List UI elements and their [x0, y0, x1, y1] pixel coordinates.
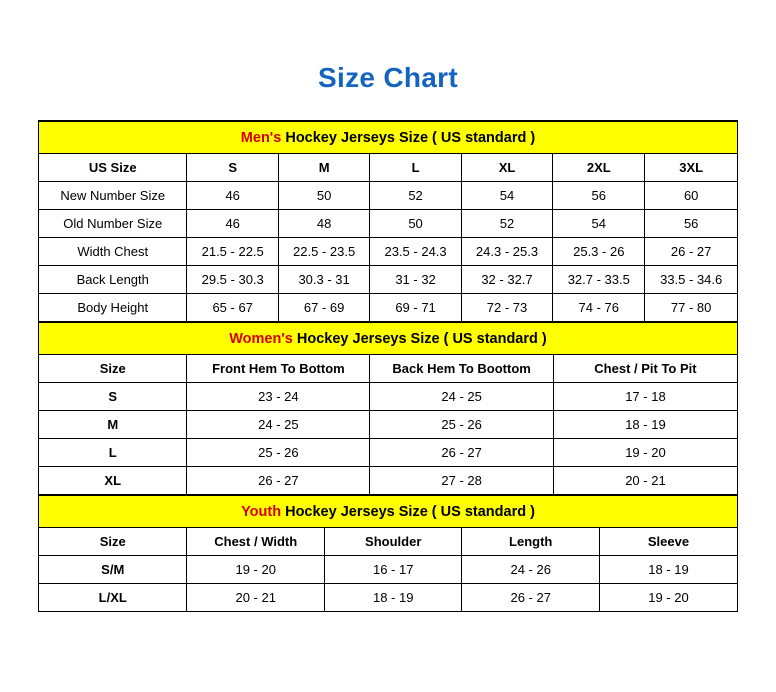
- mens-header-cell: XL: [461, 154, 552, 182]
- table-cell: 20 - 21: [553, 467, 737, 495]
- youth-size-table: [39, 495, 737, 612]
- table-cell: 30.3 - 31: [278, 266, 369, 294]
- row-label: XL: [39, 467, 187, 495]
- row-label: S/M: [39, 556, 187, 584]
- table-cell: 46: [187, 182, 278, 210]
- table-cell: 31 - 32: [370, 266, 461, 294]
- table-cell: 24 - 25: [187, 411, 370, 439]
- table-cell: 19 - 20: [187, 556, 325, 584]
- mens-header-cell: S: [187, 154, 278, 182]
- table-cell: 48: [278, 210, 369, 238]
- table-cell: 18 - 19: [324, 584, 462, 612]
- mens-header-cell: US Size: [39, 154, 187, 182]
- womens-header-cell: Chest / Pit To Pit: [553, 355, 737, 383]
- table-cell: 23 - 24: [187, 383, 370, 411]
- table-cell: 21.5 - 22.5: [187, 238, 278, 266]
- table-cell: 23.5 - 24.3: [370, 238, 461, 266]
- table-cell: 25 - 26: [187, 439, 370, 467]
- youth-header-cell: Sleeve: [599, 528, 737, 556]
- table-cell: 52: [370, 182, 461, 210]
- womens-banner-rest: Hockey Jerseys Size ( US standard ): [292, 330, 547, 347]
- mens-banner: [39, 122, 737, 154]
- table-cell: 20 - 21: [187, 584, 325, 612]
- table-cell: 54: [461, 182, 552, 210]
- table-cell: 33.5 - 34.6: [645, 266, 737, 294]
- womens-header-cell: Back Hem To Boottom: [370, 355, 554, 383]
- table-cell: 26 - 27: [370, 439, 554, 467]
- table-cell: 29.5 - 30.3: [187, 266, 278, 294]
- table-cell: 24 - 25: [370, 383, 554, 411]
- page-title: Size Chart: [318, 62, 458, 93]
- table-cell: 56: [553, 182, 645, 210]
- table-row: [39, 439, 737, 467]
- table-cell: 17 - 18: [553, 383, 737, 411]
- row-label: Body Height: [39, 294, 187, 322]
- table-cell: 74 - 76: [553, 294, 645, 322]
- youth-banner-accent: Youth: [241, 503, 282, 520]
- table-cell: 67 - 69: [278, 294, 369, 322]
- table-cell: 24 - 26: [462, 556, 600, 584]
- mens-header-cell: L: [370, 154, 461, 182]
- table-cell: 50: [370, 210, 461, 238]
- table-cell: 19 - 20: [553, 439, 737, 467]
- womens-banner-row: [39, 323, 737, 355]
- table-cell: 52: [461, 210, 552, 238]
- table-row: [39, 210, 737, 238]
- table-cell: 26 - 27: [645, 238, 737, 266]
- table-cell: 22.5 - 23.5: [278, 238, 369, 266]
- table-cell: 26 - 27: [187, 467, 370, 495]
- womens-banner: [39, 323, 737, 355]
- mens-header-cell: 3XL: [645, 154, 737, 182]
- table-cell: 19 - 20: [599, 584, 737, 612]
- mens-banner-accent: Men's: [240, 129, 282, 146]
- table-cell: 65 - 67: [187, 294, 278, 322]
- youth-banner: [39, 496, 737, 528]
- table-cell: 46: [187, 210, 278, 238]
- youth-header-row: [39, 528, 737, 556]
- table-row: [39, 467, 737, 495]
- table-cell: 25.3 - 26: [553, 238, 645, 266]
- mens-header-row: [39, 154, 737, 182]
- mens-banner-row: [39, 122, 737, 154]
- womens-banner-accent: Women's: [229, 330, 293, 347]
- row-label: S: [39, 383, 187, 411]
- table-row: [39, 556, 737, 584]
- youth-header-cell: Chest / Width: [187, 528, 325, 556]
- table-row: [39, 238, 737, 266]
- table-row: [39, 294, 737, 322]
- table-cell: 27 - 28: [370, 467, 554, 495]
- table-cell: 18 - 19: [553, 411, 737, 439]
- row-label: L/XL: [39, 584, 187, 612]
- table-row: [39, 182, 737, 210]
- womens-header-cell: Size: [39, 355, 187, 383]
- table-cell: 25 - 26: [370, 411, 554, 439]
- mens-header-cell: 2XL: [553, 154, 645, 182]
- row-label: Old Number Size: [39, 210, 187, 238]
- womens-size-table: [39, 322, 737, 495]
- table-cell: 60: [645, 182, 737, 210]
- table-cell: 16 - 17: [324, 556, 462, 584]
- row-label: Width Chest: [39, 238, 187, 266]
- table-row: [39, 411, 737, 439]
- table-cell: 72 - 73: [461, 294, 552, 322]
- row-label: New Number Size: [39, 182, 187, 210]
- mens-header-cell: M: [278, 154, 369, 182]
- table-cell: 50: [278, 182, 369, 210]
- table-cell: 56: [645, 210, 737, 238]
- youth-banner-rest: Hockey Jerseys Size ( US standard ): [281, 503, 535, 520]
- table-cell: 77 - 80: [645, 294, 737, 322]
- table-cell: 26 - 27: [462, 584, 600, 612]
- youth-banner-row: [39, 496, 737, 528]
- youth-header-cell: Length: [462, 528, 600, 556]
- table-cell: 69 - 71: [370, 294, 461, 322]
- youth-header-cell: Shoulder: [324, 528, 462, 556]
- row-label: Back Length: [39, 266, 187, 294]
- row-label: L: [39, 439, 187, 467]
- table-row: [39, 383, 737, 411]
- womens-header-cell: Front Hem To Bottom: [187, 355, 370, 383]
- mens-size-table: [39, 121, 737, 322]
- table-row: [39, 584, 737, 612]
- table-cell: 18 - 19: [599, 556, 737, 584]
- mens-banner-rest: Hockey Jerseys Size ( US standard ): [281, 129, 536, 146]
- table-cell: 24.3 - 25.3: [461, 238, 552, 266]
- row-label: M: [39, 411, 187, 439]
- size-chart-tables: [38, 120, 738, 612]
- womens-header-row: [39, 355, 737, 383]
- youth-header-cell: Size: [39, 528, 187, 556]
- table-cell: 32.7 - 33.5: [553, 266, 645, 294]
- table-row: [39, 266, 737, 294]
- table-cell: 32 - 32.7: [461, 266, 552, 294]
- table-cell: 54: [553, 210, 645, 238]
